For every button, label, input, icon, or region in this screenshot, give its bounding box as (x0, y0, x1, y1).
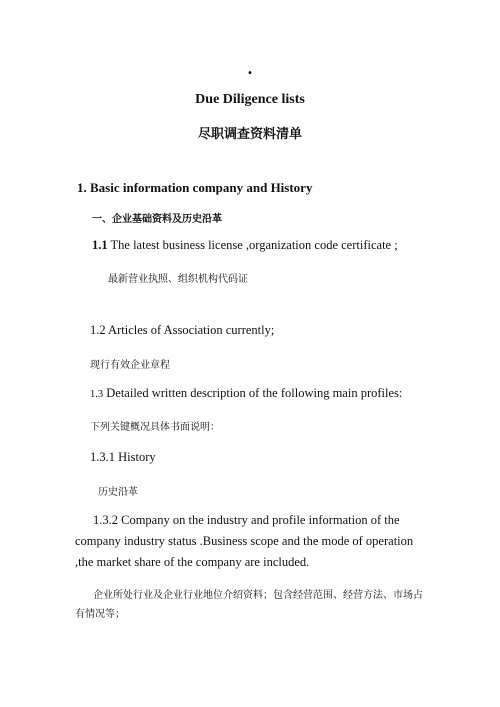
item-1-3-1-en: 1.3.1 History (90, 450, 156, 464)
document-title-en: Due Diligence lists (195, 92, 305, 107)
header-dot: . (247, 58, 253, 78)
section-heading-en: 1. Basic information company and History (77, 180, 313, 195)
item-1-1-en (92, 238, 398, 253)
item-1-3-1-cn: 历史沿革 (98, 487, 138, 498)
item-1-2-en: 1.2 Articles of Association currently; (90, 323, 275, 337)
item-1-3-2-en: 1.3.2 Company on the industry and profile information of the company industry status .Business scope and the mode of operation ,the market share of the company are included. (75, 513, 414, 569)
item-1-2-cn: 现行有效企业章程 (90, 360, 170, 371)
item-1-3-number: 1.3 (90, 389, 104, 400)
item-1-3-en (90, 386, 402, 401)
section-heading-cn: 一、企业基础资料及历史沿革 (92, 214, 222, 225)
item-1-1-number: 1.1 (92, 238, 108, 252)
item-1-3-text: Detailed written description of the following main profiles: (103, 386, 403, 400)
item-1-1-text: The latest business license ,organization code certificate ; (107, 238, 398, 252)
item-1-3-cn: 下列关键概况具体书面说明： (90, 422, 220, 433)
document-title-cn: 尽职调查资料清单 (197, 127, 302, 142)
item-1-1-cn: 最新营业执照、组织机构代码证 (108, 274, 248, 285)
item-1-3-2-cn: 企业所处行业及企业行业地位介绍资料；包含经营范围、经营方法、市场占有情况等； (75, 590, 423, 620)
